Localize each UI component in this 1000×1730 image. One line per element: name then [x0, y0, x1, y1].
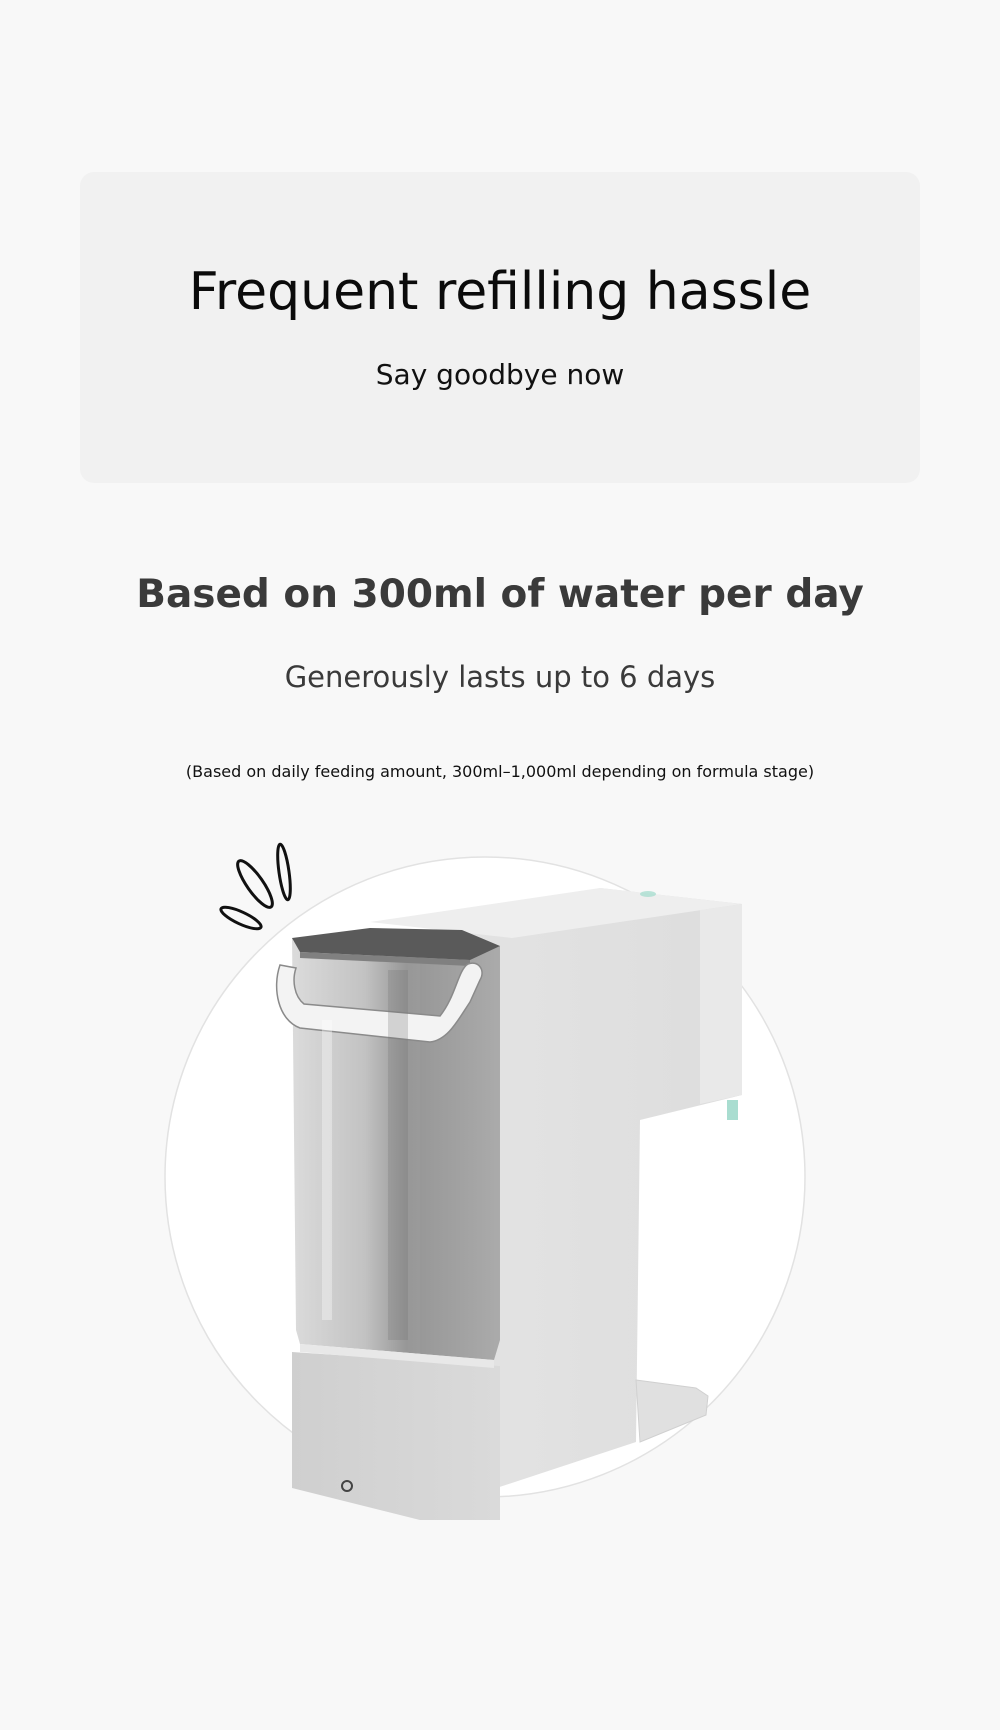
capacity-headline: Based on 300ml of water per day — [136, 572, 864, 617]
hero-card — [80, 172, 920, 483]
feeding-note: (Based on daily feeding amount, 300ml–1,000ml depending on formula stage) — [185, 762, 815, 781]
hero-title: Frequent refilling hassle — [188, 262, 812, 322]
sparkle-icon — [219, 844, 293, 933]
hero-subtitle: Say goodbye now — [375, 358, 625, 391]
capacity-subline: Generously lasts up to 6 days — [284, 660, 716, 694]
dispenser-base — [292, 1352, 500, 1520]
water-dispenser-illustration — [0, 820, 1000, 1540]
indicator-light — [727, 1100, 738, 1120]
